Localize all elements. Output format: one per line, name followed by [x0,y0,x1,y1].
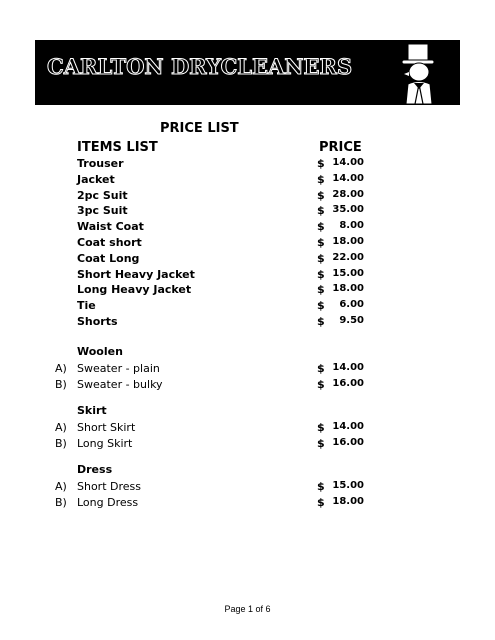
item-price: 18.00 [332,283,364,295]
list-item [0,480,495,496]
item-name: 3pc Suit [77,204,128,218]
item-price: 15.00 [332,480,364,491]
currency-symbol: $ [317,172,325,186]
item-price: 15.00 [332,267,364,279]
item-price: 22.00 [332,251,364,263]
item-name: Tie [77,299,96,313]
item-name: Sweater - plain [77,362,160,375]
currency-symbol: $ [317,267,325,281]
item-name: 2pc Suit [77,188,128,202]
item-name: Long Heavy Jacket [77,283,192,297]
currency-symbol: $ [317,157,325,170]
item-name: Coat short [77,236,142,249]
currency-symbol: $ [317,251,325,265]
list-item [0,204,495,220]
item-name: Jacket [77,172,115,186]
currency-symbol: $ [317,283,325,297]
currency-symbol: $ [317,315,325,328]
item-price: 16.00 [332,437,364,448]
brand-banner [35,40,460,105]
item-price: 14.00 [332,362,364,373]
item-name: Shorts [77,315,118,328]
section-title: Skirt [77,404,107,417]
section-title: Dress [77,463,113,476]
page-footer: Page 1 of 6 [224,604,271,614]
list-item [0,189,495,205]
currency-symbol: $ [317,236,325,249]
currency-symbol: $ [317,378,325,391]
list-item [0,378,495,394]
item-name: Long Skirt [77,437,133,450]
items-list-header: ITEMS LIST [77,140,158,155]
item-price: 14.00 [332,421,364,432]
item-price: 35.00 [332,204,364,216]
gentleman-top-hat-icon [392,42,454,104]
section-title: Woolen [77,345,123,358]
item-price: 16.00 [332,378,364,389]
item-price: 14.00 [332,172,364,184]
item-price: 8.00 [339,220,364,232]
item-letter: B) [55,496,67,509]
currency-symbol: $ [317,204,325,218]
item-name: Coat Long [77,251,140,265]
currency-symbol: $ [317,220,325,234]
currency-symbol: $ [317,437,325,450]
currency-symbol: $ [317,188,325,202]
list-item [0,220,495,236]
list-item [0,437,495,453]
item-price: 28.00 [332,188,364,200]
list-item [0,173,495,189]
item-name: Short Heavy Jacket [77,267,195,281]
brand-name: CARLTON DRYCLEANERS [47,54,353,79]
item-letter: A) [55,480,67,493]
item-name: Short Skirt [77,421,136,434]
item-price: 9.50 [339,315,364,326]
list-item [0,157,495,173]
currency-symbol: $ [317,480,325,493]
price-header: PRICE [319,140,362,155]
item-name: Trouser [77,157,124,170]
list-item [0,315,495,331]
list-item [0,421,495,437]
item-price: 18.00 [332,236,364,247]
list-item [0,252,495,268]
item-name: Long Dress [77,496,139,509]
currency-symbol: $ [317,496,325,509]
item-letter: A) [55,421,67,434]
list-item [0,299,495,315]
list-item [0,496,495,512]
currency-symbol: $ [317,421,325,434]
list-item [0,236,495,252]
item-letter: B) [55,437,67,450]
list-item [0,283,495,299]
list-item [0,268,495,284]
item-price: 14.00 [332,157,364,168]
item-name: Waist Coat [77,220,144,234]
currency-symbol: $ [317,362,325,375]
item-letter: A) [55,362,67,375]
item-name: Short Dress [77,480,141,493]
item-price: 6.00 [339,299,364,311]
item-price: 18.00 [332,496,364,507]
list-item [0,362,495,378]
page-title: PRICE LIST [160,121,239,136]
currency-symbol: $ [317,299,325,313]
item-letter: B) [55,378,67,391]
item-name: Sweater - bulky [77,378,163,391]
